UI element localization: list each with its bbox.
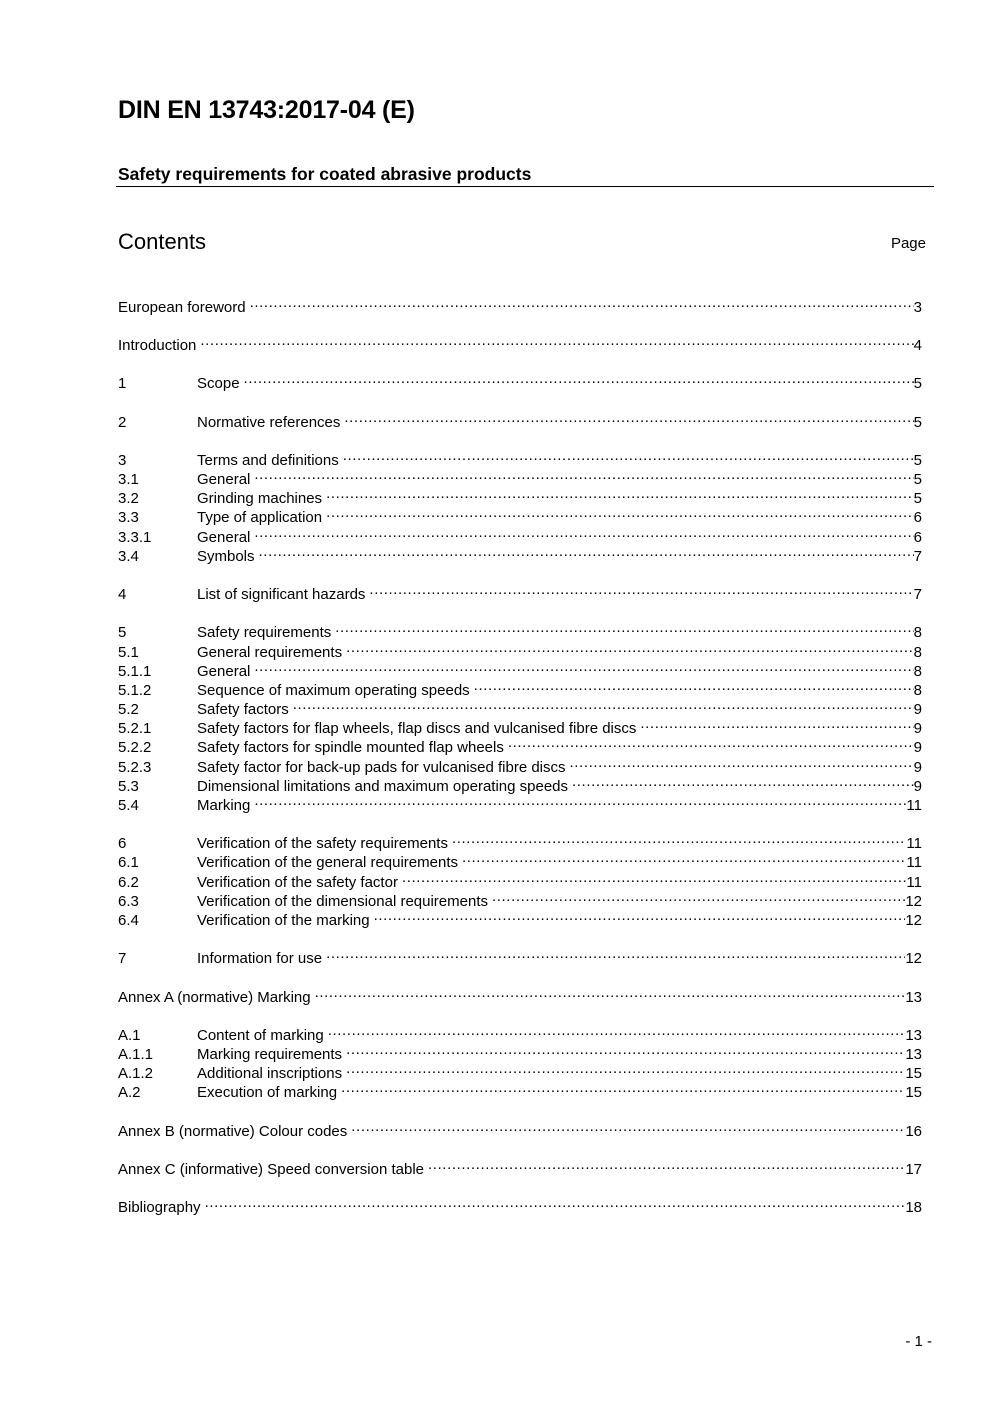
toc-entry-number: 5.2.2 (118, 739, 152, 756)
toc-leader-dots (346, 1059, 905, 1078)
toc-leader-dots (640, 714, 913, 733)
toc-leader-dots (341, 1078, 905, 1097)
document-subtitle: Safety requirements for coated abrasive products (118, 164, 532, 184)
toc-entry[interactable] (118, 580, 922, 603)
toc-leader-dots (259, 542, 914, 561)
toc-leader-dots (344, 408, 913, 427)
toc-leader-dots (343, 446, 914, 465)
toc-entry[interactable] (118, 1193, 922, 1216)
toc-entry[interactable] (118, 542, 922, 565)
toc-entry-title: Grinding machines (197, 490, 323, 507)
toc-entry-title: Verification of the dimensional requirements (197, 893, 488, 910)
toc-entry[interactable] (118, 523, 922, 546)
toc-leader-dots (572, 772, 914, 791)
toc-entry[interactable] (118, 791, 922, 814)
toc-entry[interactable] (118, 503, 922, 526)
toc-entry-number: 4 (118, 586, 127, 603)
toc-entry[interactable] (118, 848, 922, 871)
toc-entry-number: 5.3 (118, 778, 139, 795)
toc-entry-title: Normative references (197, 414, 341, 431)
toc-entry-number: 5.2 (118, 701, 139, 718)
toc-leader-dots (293, 695, 914, 714)
toc-entry-title: General (197, 529, 251, 546)
toc-entry-title: Safety requirements (197, 624, 332, 641)
toc-leader-dots (508, 733, 914, 752)
toc-entry-number: 5.4 (118, 797, 139, 814)
toc-leader-dots (428, 1155, 905, 1174)
toc-entry-page: 11 (906, 797, 922, 814)
toc-leader-dots (328, 1021, 906, 1040)
toc-entry-title: Dimensional limitations and maximum operating speeds (197, 778, 569, 795)
toc-entry-page: 17 (905, 1161, 922, 1178)
toc-entry-number: 5.1.2 (118, 682, 152, 699)
toc-entry-page: 16 (905, 1123, 922, 1140)
toc-entry-page: 13 (905, 1027, 922, 1044)
toc-leader-dots (326, 484, 914, 503)
toc-entry-number: 6 (118, 835, 127, 852)
toc-entry[interactable] (118, 714, 922, 737)
toc-entry-title: Sequence of maximum operating speeds (197, 682, 470, 699)
toc-entry-page: 8 (913, 682, 922, 699)
toc-entry[interactable] (118, 1155, 922, 1178)
toc-entry-page: 12 (905, 893, 922, 910)
toc-entry[interactable] (118, 906, 922, 929)
toc-entry-page: 11 (906, 854, 922, 871)
toc-entry[interactable] (118, 1117, 922, 1140)
toc-entry-title: Verification of the safety factor (197, 874, 398, 891)
toc-entry[interactable] (118, 484, 922, 507)
toc-entry-title: Type of application (197, 509, 323, 526)
toc-leader-dots (254, 465, 913, 484)
toc-entry-number: 3.1 (118, 471, 139, 488)
toc-entry-title: Verification of the marking (197, 912, 370, 929)
toc-entry[interactable] (118, 446, 922, 469)
toc-entry[interactable] (118, 618, 922, 641)
toc-entry[interactable] (118, 676, 922, 699)
toc-entry-title: General (197, 471, 251, 488)
toc-entry-number: 1 (118, 375, 127, 392)
toc-entry-title: Annex C (informative) Speed conversion table (118, 1161, 424, 1178)
toc-entry-page: 7 (913, 548, 922, 565)
toc-leader-dots (254, 523, 913, 542)
toc-leader-dots (402, 868, 906, 887)
toc-entry-page: 11 (906, 835, 922, 852)
toc-entry-number: 5.2.1 (118, 720, 152, 737)
toc-entry-page: 9 (913, 778, 922, 795)
toc-entry-page: 8 (913, 644, 922, 661)
toc-entry-number: A.1.2 (118, 1065, 154, 1082)
toc-entry[interactable] (118, 331, 922, 354)
toc-entry-title: Introduction (118, 337, 197, 354)
toc-entry[interactable] (118, 887, 922, 910)
toc-entry-page: 5 (913, 375, 922, 392)
toc-entry-title: Annex A (normative) Marking (118, 989, 311, 1006)
toc-entry-title: Annex B (normative) Colour codes (118, 1123, 348, 1140)
toc-leader-dots (244, 369, 914, 388)
toc-entry[interactable] (118, 1021, 922, 1044)
toc-entry-page: 12 (905, 912, 922, 929)
toc-entry-page: 13 (905, 989, 922, 1006)
toc-entry[interactable] (118, 1040, 922, 1063)
toc-entry[interactable] (118, 753, 922, 776)
toc-entry[interactable] (118, 733, 922, 756)
toc-leader-dots (250, 293, 914, 312)
document-title: DIN EN 13743:2017-04 (E) (118, 96, 415, 124)
toc-entry[interactable] (118, 465, 922, 488)
toc-entry-title: Scope (197, 375, 240, 392)
toc-leader-dots (200, 331, 913, 350)
toc-entry-title: Additional inscriptions (197, 1065, 343, 1082)
toc-entry-title: List of significant hazards (197, 586, 366, 603)
toc-leader-dots (346, 638, 914, 657)
toc-leader-dots (346, 1040, 905, 1059)
toc-entry-page: 6 (913, 529, 922, 546)
toc-leader-dots (492, 887, 905, 906)
toc-entry-title: Execution of marking (197, 1084, 338, 1101)
toc-entry-title: Safety factor for back-up pads for vulcanised fibre discs (197, 759, 566, 776)
toc-entry-title: Symbols (197, 548, 255, 565)
toc-entry[interactable] (118, 408, 922, 431)
toc-entry[interactable] (118, 868, 922, 891)
page-number: - 1 - (905, 1333, 932, 1350)
toc-leader-dots (374, 906, 906, 925)
toc-entry-title: European foreword (118, 299, 246, 316)
toc-entry-number: 3 (118, 452, 127, 469)
toc-entry-page: 6 (913, 509, 922, 526)
toc-leader-dots (452, 829, 906, 848)
toc-leader-dots (326, 944, 905, 963)
toc-leader-dots (335, 618, 913, 637)
toc-entry-page: 8 (913, 663, 922, 680)
toc-leader-dots (315, 983, 906, 1002)
toc-entry[interactable] (118, 369, 922, 392)
toc-entry-page: 11 (906, 874, 922, 891)
toc-entry-page: 5 (913, 471, 922, 488)
toc-entry-number: 5 (118, 624, 127, 641)
toc-entry-page: 9 (913, 701, 922, 718)
toc-entry[interactable] (118, 638, 922, 661)
toc-entry[interactable] (118, 695, 922, 718)
toc-entry-title: General requirements (197, 644, 343, 661)
toc-entry[interactable] (118, 657, 922, 680)
toc-entry-title: Content of marking (197, 1027, 324, 1044)
toc-entry-title: Verification of the general requirements (197, 854, 458, 871)
toc-entry[interactable] (118, 1059, 922, 1082)
toc-entry-title: Terms and definitions (197, 452, 339, 469)
toc-entry-page: 15 (905, 1084, 922, 1101)
toc-entry-title: General (197, 663, 251, 680)
toc-entry[interactable] (118, 829, 922, 852)
toc-leader-dots (254, 791, 906, 810)
toc-entry-number: 3.2 (118, 490, 139, 507)
toc-leader-dots (474, 676, 914, 695)
toc-entry-title: Marking (197, 797, 251, 814)
toc-leader-dots (351, 1117, 905, 1136)
toc-entry-number: 6.4 (118, 912, 139, 929)
toc-entry-number: 6.2 (118, 874, 139, 891)
toc-leader-dots (326, 503, 914, 522)
toc-entry-title: Safety factors for spindle mounted flap wheels (197, 739, 504, 756)
toc-entry-page: 7 (913, 586, 922, 603)
toc-entry-number: A.1 (118, 1027, 141, 1044)
toc-entry-page: 13 (905, 1046, 922, 1063)
toc-entry[interactable] (118, 293, 922, 316)
toc-entry-title: Safety factors (197, 701, 289, 718)
page-column-label: Page (890, 235, 926, 252)
toc-entry-page: 12 (905, 950, 922, 967)
toc-entry-title: Verification of the safety requirements (197, 835, 448, 852)
toc-entry-page: 9 (913, 759, 922, 776)
toc-entry-number: 3.4 (118, 548, 139, 565)
toc-entry-number: 5.1.1 (118, 663, 152, 680)
toc-leader-dots (570, 753, 914, 772)
toc-entry-page: 5 (913, 452, 922, 469)
toc-entry[interactable] (118, 1078, 922, 1101)
toc-entry-page: 18 (905, 1199, 922, 1216)
toc-entry-page: 3 (913, 299, 922, 316)
toc-entry-number: 7 (118, 950, 127, 967)
toc-entry-number: 5.1 (118, 644, 139, 661)
toc-entry-number: 6.1 (118, 854, 139, 871)
toc-entry-page: 5 (913, 490, 922, 507)
toc-entry-number: A.2 (118, 1084, 141, 1101)
toc-entry-page: 8 (913, 624, 922, 641)
toc-entry-page: 4 (913, 337, 922, 354)
toc-leader-dots (462, 848, 906, 867)
toc-entry-page: 9 (913, 739, 922, 756)
toc-entry-page: 9 (913, 720, 922, 737)
toc-entry[interactable] (118, 772, 922, 795)
contents-heading: Contents (118, 229, 207, 254)
toc-entry[interactable] (118, 983, 922, 1006)
toc-entry-number: 5.2.3 (118, 759, 152, 776)
toc-leader-dots (205, 1193, 906, 1212)
toc-leader-dots (254, 657, 913, 676)
toc-entry-page: 5 (913, 414, 922, 431)
toc-entry-page: 15 (905, 1065, 922, 1082)
toc-entry-title: Information for use (197, 950, 323, 967)
toc-entry-number: 3.3 (118, 509, 139, 526)
toc-entry[interactable] (118, 944, 922, 967)
toc-entry-number: A.1.1 (118, 1046, 154, 1063)
toc-entry-title: Bibliography (118, 1199, 201, 1216)
table-of-contents (118, 0, 922, 1403)
toc-leader-dots (369, 580, 913, 599)
toc-entry-number: 2 (118, 414, 127, 431)
toc-entry-title: Marking requirements (197, 1046, 343, 1063)
toc-entry-title: Safety factors for flap wheels, flap discs and vulcanised fibre discs (197, 720, 637, 737)
toc-entry-number: 6.3 (118, 893, 139, 910)
toc-entry-number: 3.3.1 (118, 529, 152, 546)
